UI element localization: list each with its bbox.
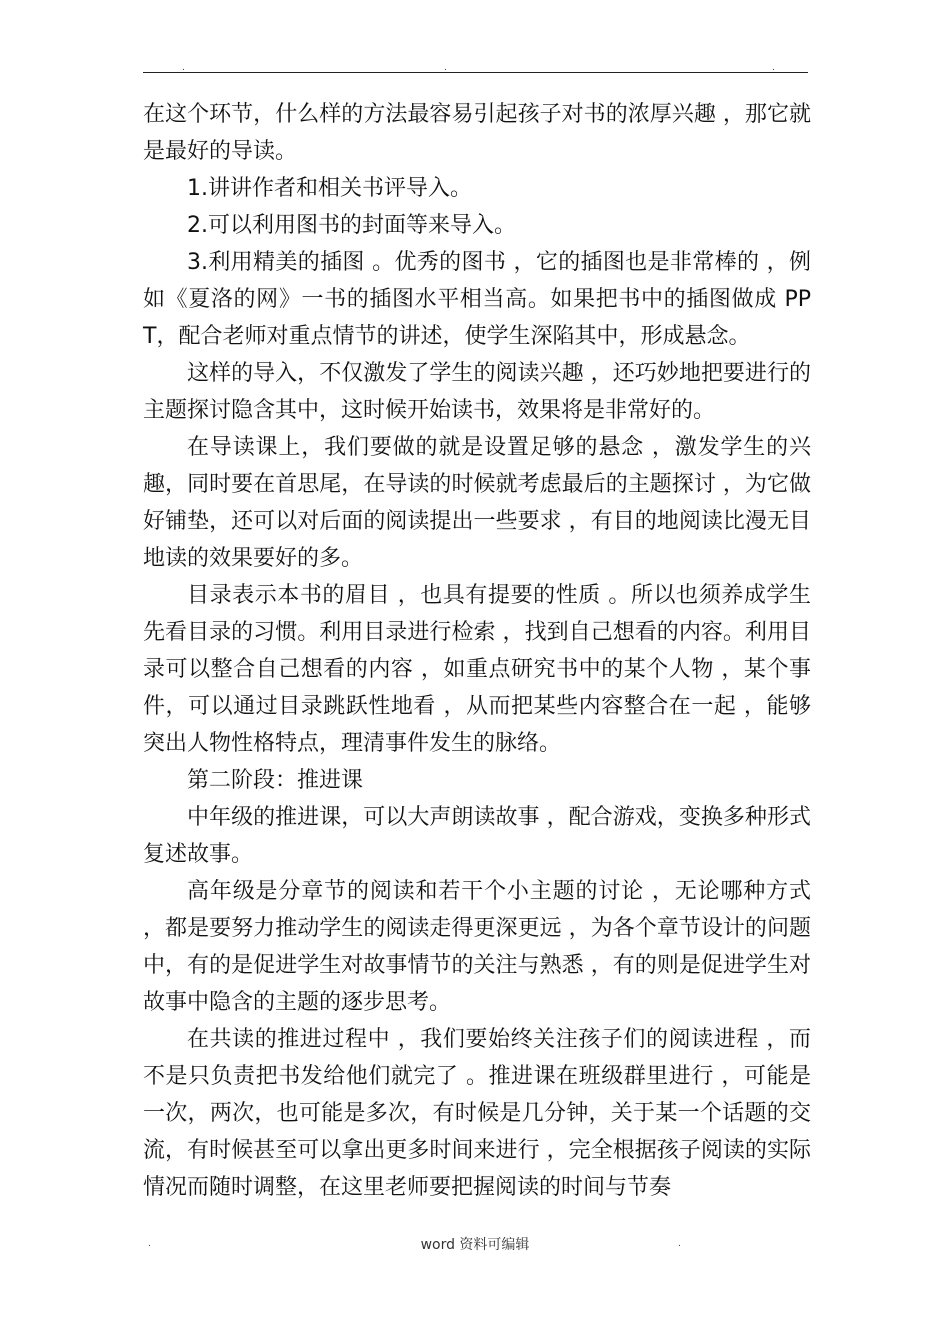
section-heading: 第二阶段：推进课 <box>187 768 364 793</box>
paragraph: 高年级是分章节的阅读和若干个小主题的讨论 ，无论哪种方式 ，都是要努力推动学生的阅读走得更深更远 ，为各个章节设计的问题中，有的是促进学生对故事情节的关注与熟悉 ，有的则是促进学生对故事中隐含的主题的逐步思考。 <box>143 879 811 1015</box>
paragraph: 目录表示本书的眉目 ，也具有提要的性质 。所以也须养成学生先看目录的习惯。利用目录进行检索 ，找到自己想看的内容。利用目录可以整合自己想看的内容 ，如重点研究书中的某个人物 ，某个事件，可以通过目录跳跃性地看 ，从而把某些内容整合在一起 ，能够突出人物性格特点，理清事件发生的脉络。 <box>143 583 811 756</box>
footer-dot-left: . <box>148 1239 151 1249</box>
header-dot-right: . <box>772 63 775 73</box>
paragraph: 2.可以利用图书的封面等来导入。 <box>187 213 516 238</box>
paragraph: 这样的导入，不仅激发了学生的阅读兴趣 ，还巧妙地把要进行的主题探讨隐含其中，这时候开始读书，效果将是非常好的。 <box>143 361 811 423</box>
header-dot-left: . <box>182 63 185 73</box>
paragraph: 1.讲讲作者和相关书评导入。 <box>187 176 472 201</box>
header-rule <box>143 72 808 73</box>
header-dot-center: . <box>444 63 447 73</box>
paragraph: 在导读课上，我们要做的就是设置足够的悬念 ，激发学生的兴趣，同时要在首思尾，在导读的时候就考虑最后的主题探讨 ，为它做好铺垫，还可以对后面的阅读提出一些要求 ，有目的地阅读比漫无目地读的效果要好的多。 <box>143 435 811 571</box>
document-body <box>143 96 811 1206</box>
paragraph: 中年级的推进课，可以大声朗读故事 ，配合游戏，变换多种形式复述故事。 <box>143 805 811 867</box>
paragraph: 3.利用精美的插图 。优秀的图书 ，它的插图也是非常棒的 ，例如《夏洛的网》一书的插图水平相当高。如果把书中的插图做成 PPT，配合老师对重点情节的讲述，使学生深陷其中，形成悬念。 <box>143 250 811 349</box>
footer-dot-right: . <box>678 1239 681 1249</box>
page-footer: word 资料可编辑 <box>420 1237 530 1253</box>
paragraph: 在共读的推进过程中 ，我们要始终关注孩子们的阅读进程 ，而不是只负责把书发给他们就完了 。推进课在班级群里进行 ，可能是一次，两次，也可能是多次，有时候是几分钟，关于某一个话题的交流，有时候甚至可以拿出更多时间来进行 ，完全根据孩子阅读的实际情况而随时调整，在这里老师要把握阅读的时间与节奏 <box>143 1027 811 1200</box>
paragraph: 在这个环节，什么样的方法最容易引起孩子对书的浓厚兴趣 ，那它就是最好的导读。 <box>143 102 811 164</box>
